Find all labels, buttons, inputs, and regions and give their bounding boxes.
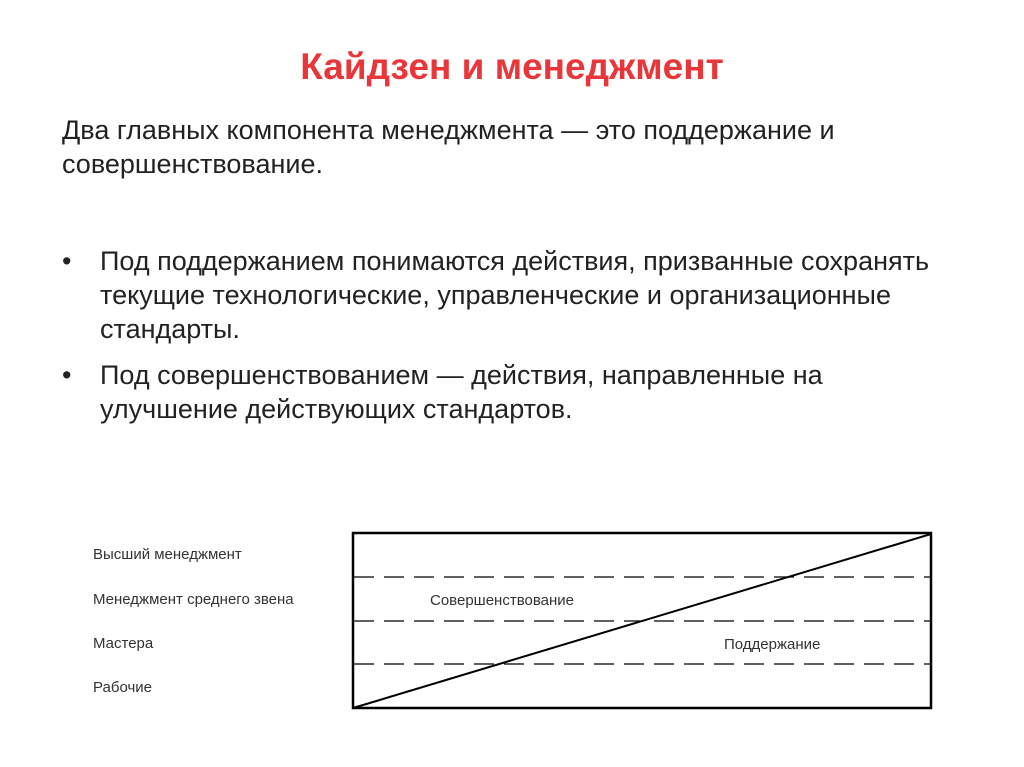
bullet-dot-icon: • (62, 246, 72, 276)
bullet-text: Под поддержанием понимаются действия, призванные сохранять текущие технологические, управленческие и организационные стандарты. (100, 246, 930, 344)
zone-label-maintenance: Поддержание (724, 636, 821, 653)
level-label-middle-management: Менеджмент среднего звена (93, 591, 294, 608)
level-label-top-management: Высший менеджмент (93, 546, 242, 563)
level-label-supervisors: Мастера (93, 635, 154, 652)
slide-title: Кайдзен и менеджмент (300, 46, 724, 87)
bullet-dot-icon: • (62, 360, 72, 390)
intro-text: Два главных компонента менеджмента — это поддержание и совершенствование. (62, 115, 835, 179)
zone-label-improvement: Совершенствование (430, 592, 574, 609)
level-label-workers: Рабочие (93, 679, 152, 696)
bullet-text: Под совершенствованием — действия, направленные на улучшение действующих стандартов. (100, 360, 823, 424)
